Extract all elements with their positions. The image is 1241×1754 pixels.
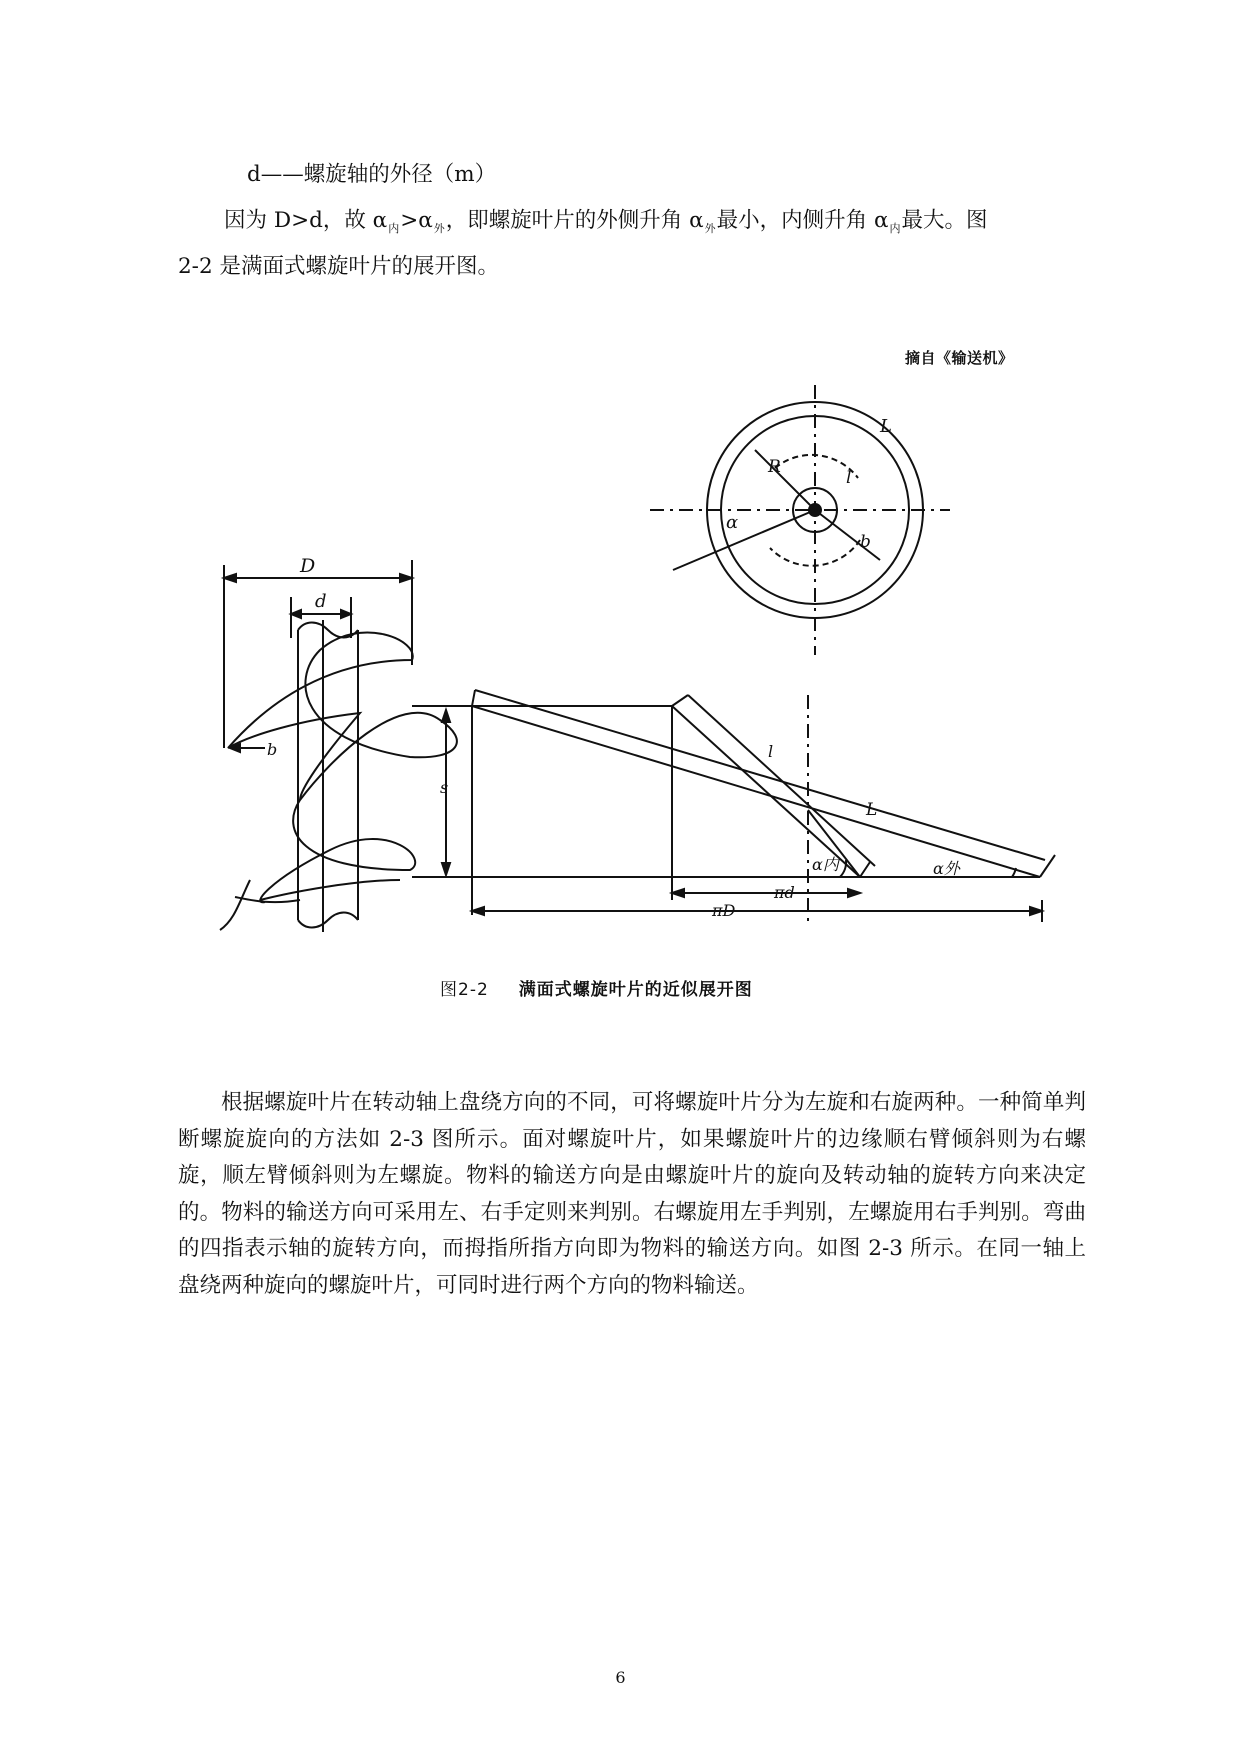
label-alpha: α: [726, 512, 739, 533]
label-D: D: [300, 555, 316, 577]
label-b-left: b: [267, 740, 278, 759]
text-line-2: 因为 D>d，故 $\alpha_内>\alpha_外$，即螺旋叶片的外侧升角 $\alpha_外$最小，内侧升角 $\alpha_内$最大。图: [224, 208, 988, 235]
label-b-circle: b: [860, 532, 871, 552]
label-pi-d: πd: [774, 883, 795, 902]
label-alpha-in: α内: [812, 855, 839, 874]
label-l-dev: l: [768, 742, 774, 761]
figure-caption-title: 满面式螺旋叶片的近似展开图: [518, 980, 753, 1000]
text-line-3: 2-2 是满面式螺旋叶片的展开图。: [178, 254, 499, 279]
figure-caption: [440, 975, 753, 1000]
development-view: [412, 690, 1055, 925]
label-pi-D: πD: [712, 901, 736, 920]
label-s: s: [440, 778, 449, 797]
screw-side-view: [220, 555, 457, 932]
page-number: 6: [615, 1668, 626, 1687]
label-alpha-out: α外: [933, 859, 960, 878]
text-line-1: d——螺旋轴的外径（m）: [247, 162, 497, 187]
label-R: R: [768, 457, 781, 477]
body-paragraph: 根据螺旋叶片在转动轴上盘绕方向的不同，可将螺旋叶片分为左旋和右旋两种。一种简单判断螺旋旋向的方法如 2-3 图所示。面对螺旋叶片，如果螺旋叶片的边缘顺右臂倾斜则为右螺旋，顺左臂倾斜则为左螺旋。物料的输送方向是由螺旋叶片的旋向及转动轴的旋转方向来决定的。物料的输送方向可采用左、右手定则来判别。右螺旋用左手判别，左螺旋用右手判别。弯曲的四指表示轴的旋转方向，而拇指所指方向即为物料的输送方向。如图 2-3 所示。在同一轴上盘绕两种旋向的螺旋叶片，可同时进行两个方向的物料输送。: [178, 1090, 1086, 1298]
label-d: d: [315, 591, 327, 612]
label-L-dev: L: [866, 800, 878, 820]
label-L-circle: L: [880, 416, 892, 437]
end-view-circle: [650, 385, 950, 655]
figure-source-note: 摘自《输送机》: [905, 349, 1014, 367]
label-l-circle: l: [846, 468, 852, 488]
figure-caption-number: 图2-2: [440, 980, 489, 1000]
